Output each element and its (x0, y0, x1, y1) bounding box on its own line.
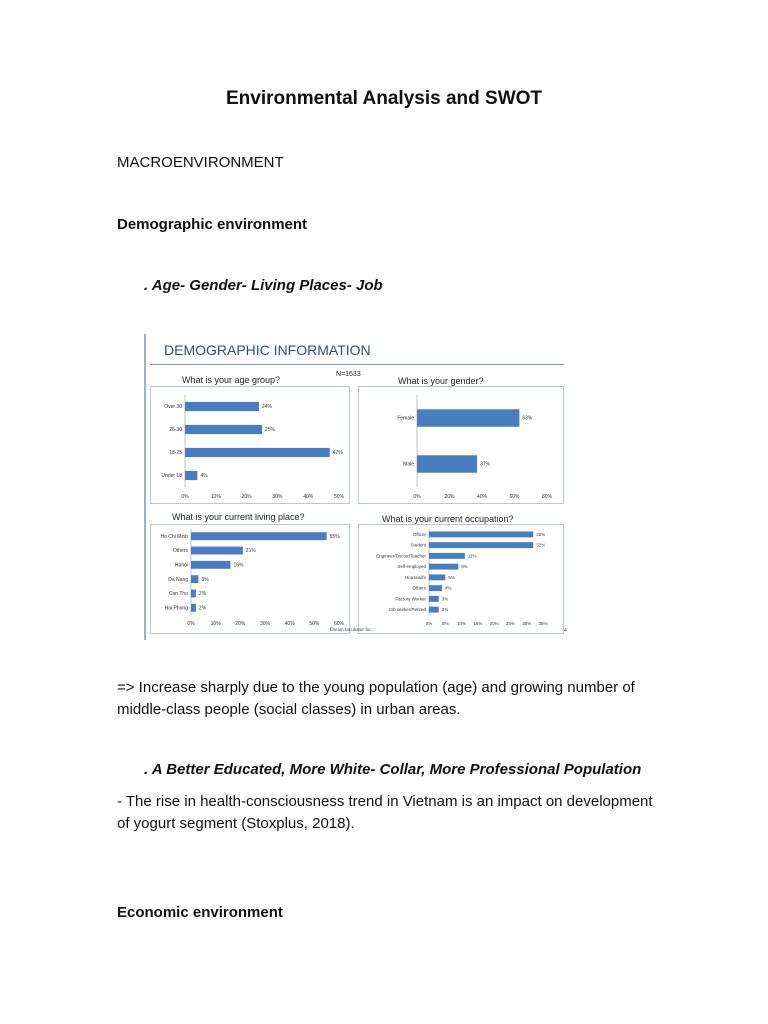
slide-page-number: 4 (564, 628, 567, 634)
demographic-slide-image (144, 334, 568, 640)
occupation-value-label: 32% (536, 542, 546, 548)
living-bar (191, 532, 327, 540)
gender-tick-label: 60% (509, 494, 520, 500)
living-category-label: Can Tho (168, 591, 188, 598)
living-value-label: 16% (233, 562, 244, 569)
paragraph-health: - The rise in health-consciousness trend in Vietnam is an impact on development of yogurt segment (Stoxplus, 2018). (117, 793, 653, 832)
occupation-bar (429, 574, 445, 580)
gender-panel (358, 386, 564, 504)
age-category-label: 18-25 (169, 450, 182, 457)
living-category-label: Others (172, 548, 188, 555)
gender-tick-label: 0% (413, 494, 421, 500)
occupation-tick-label: 30% (522, 621, 532, 626)
gender-value-label: 63% (522, 415, 533, 422)
gender-tick-label: 80% (541, 494, 553, 500)
living-panel (150, 524, 350, 634)
occupation-tick-label: 0% (425, 621, 433, 626)
age-chart-title: What is your age group? (182, 375, 281, 385)
paragraph-increase: => Increase sharply due to the young population (age) and growing number of middle-class people (social classes) in urban areas. (117, 679, 635, 718)
age-value-label: 24% (261, 404, 272, 411)
subheading-age-gender: . Age- Gender- Living Places- Job (144, 277, 383, 294)
age-bar (185, 402, 259, 411)
macroenvironment-heading: MACROENVIRONMENT (117, 154, 284, 171)
gender-tick-label: 20% (444, 494, 455, 500)
occupation-chart (359, 525, 563, 633)
gender-value-label: 37% (480, 461, 491, 468)
occupation-bar (429, 531, 533, 537)
occupation-tick-label: 5% (442, 621, 449, 626)
living-bar (191, 547, 243, 555)
occupation-bar (429, 553, 465, 559)
occupation-category-label: Student (410, 542, 426, 548)
gender-tick-label: 40% (476, 494, 488, 500)
age-value-label: 4% (200, 473, 208, 480)
sample-size-label: N=1633 (336, 371, 361, 378)
living-chart-title: What is your current living place? (172, 512, 305, 522)
occupation-value-label: 5% (448, 574, 455, 580)
document-title: Environmental Analysis and SWOT (225, 88, 543, 109)
occupation-value-label: 32% (536, 531, 546, 537)
living-bar (191, 575, 198, 583)
age-chart (151, 387, 349, 503)
living-bar (191, 561, 230, 569)
gender-category-label: Male (403, 461, 414, 468)
occupation-bar (429, 596, 439, 602)
age-tick-label: 50% (333, 494, 345, 500)
age-tick-label: 30% (272, 494, 283, 500)
living-tick-label: 40% (284, 621, 295, 627)
age-category-label: 26-30 (169, 427, 182, 434)
occupation-category-label: Engineer/Doctor/Teacher (376, 553, 426, 559)
occupation-panel (358, 524, 564, 634)
living-tick-label: 50% (309, 621, 320, 627)
living-tick-label: 0% (187, 621, 195, 627)
age-bar (185, 471, 197, 480)
living-tick-label: 30% (259, 621, 271, 627)
gender-bar (417, 455, 477, 472)
occupation-value-label: 3% (441, 596, 449, 602)
demographic-heading: Demographic environment (117, 216, 308, 233)
age-tick-label: 10% (210, 494, 221, 500)
living-category-label: Hanoi (174, 562, 188, 569)
occupation-category-label: Job seeker/Retired (388, 607, 426, 613)
slide-left-bar (144, 334, 146, 640)
economic-heading: Economic environment (117, 904, 283, 921)
gender-bar (417, 409, 519, 426)
occupation-category-label: Factory Worker (395, 596, 426, 602)
occupation-category-label: Self-employed (397, 564, 426, 570)
living-value-label: 3% (201, 576, 209, 583)
occupation-category-label: Others (412, 585, 426, 591)
occupation-chart-title: What is your current occupation? (382, 514, 514, 524)
occupation-value-label: 9% (461, 564, 468, 570)
age-category-label: Under 18 (161, 473, 182, 480)
occupation-bar (429, 564, 458, 570)
occupation-tick-label: 25% (505, 621, 515, 626)
occupation-tick-label: 15% (473, 621, 483, 626)
occupation-tick-label: 35% (538, 621, 548, 626)
occupation-bar (429, 607, 439, 613)
age-bar (185, 425, 262, 434)
gender-chart (359, 387, 563, 503)
gender-chart-title: What is your gender? (398, 376, 484, 386)
living-value-label: 2% (198, 591, 207, 598)
living-tick-label: 10% (210, 621, 221, 627)
age-panel (150, 386, 350, 504)
age-value-label: 47% (332, 450, 343, 457)
occupation-value-label: 3% (441, 607, 449, 613)
living-value-label: 2% (198, 605, 207, 612)
occupation-bar (429, 542, 533, 548)
age-tick-label: 20% (241, 494, 252, 500)
occupation-bar (429, 585, 442, 591)
occupation-value-label: 11% (467, 553, 477, 559)
living-category-label: Ho Chi Minh (160, 533, 188, 540)
living-tick-label: 20% (235, 621, 246, 627)
occupation-category-label: Officer (412, 531, 426, 537)
age-value-label: 25% (265, 427, 276, 434)
slide-title-rule (150, 364, 564, 365)
age-bar (185, 448, 330, 457)
living-category-label: Da Nang (168, 576, 188, 583)
occupation-category-label: Housewife (404, 574, 426, 580)
slide-title: DEMOGRAPHIC INFORMATION (164, 342, 371, 358)
age-tick-label: 40% (303, 494, 314, 500)
living-bar (191, 604, 196, 612)
occupation-value-label: 4% (445, 585, 452, 591)
living-tick-label: 60% (333, 621, 345, 627)
living-bar (191, 590, 196, 598)
occupation-tick-label: 10% (457, 621, 467, 626)
age-category-label: Over 30 (164, 404, 182, 411)
slide-footer: Dream Incubator Inc. (330, 628, 373, 633)
occupation-tick-label: 20% (489, 621, 499, 626)
gender-category-label: Female (397, 415, 414, 422)
living-chart (151, 525, 349, 633)
living-value-label: 21% (245, 548, 256, 555)
age-tick-label: 0% (181, 494, 189, 500)
subheading-better-educated: . A Better Educated, More White- Collar, More Professional Population (144, 761, 642, 778)
living-category-label: Hai Phong (164, 605, 188, 612)
living-value-label: 55% (329, 533, 340, 540)
